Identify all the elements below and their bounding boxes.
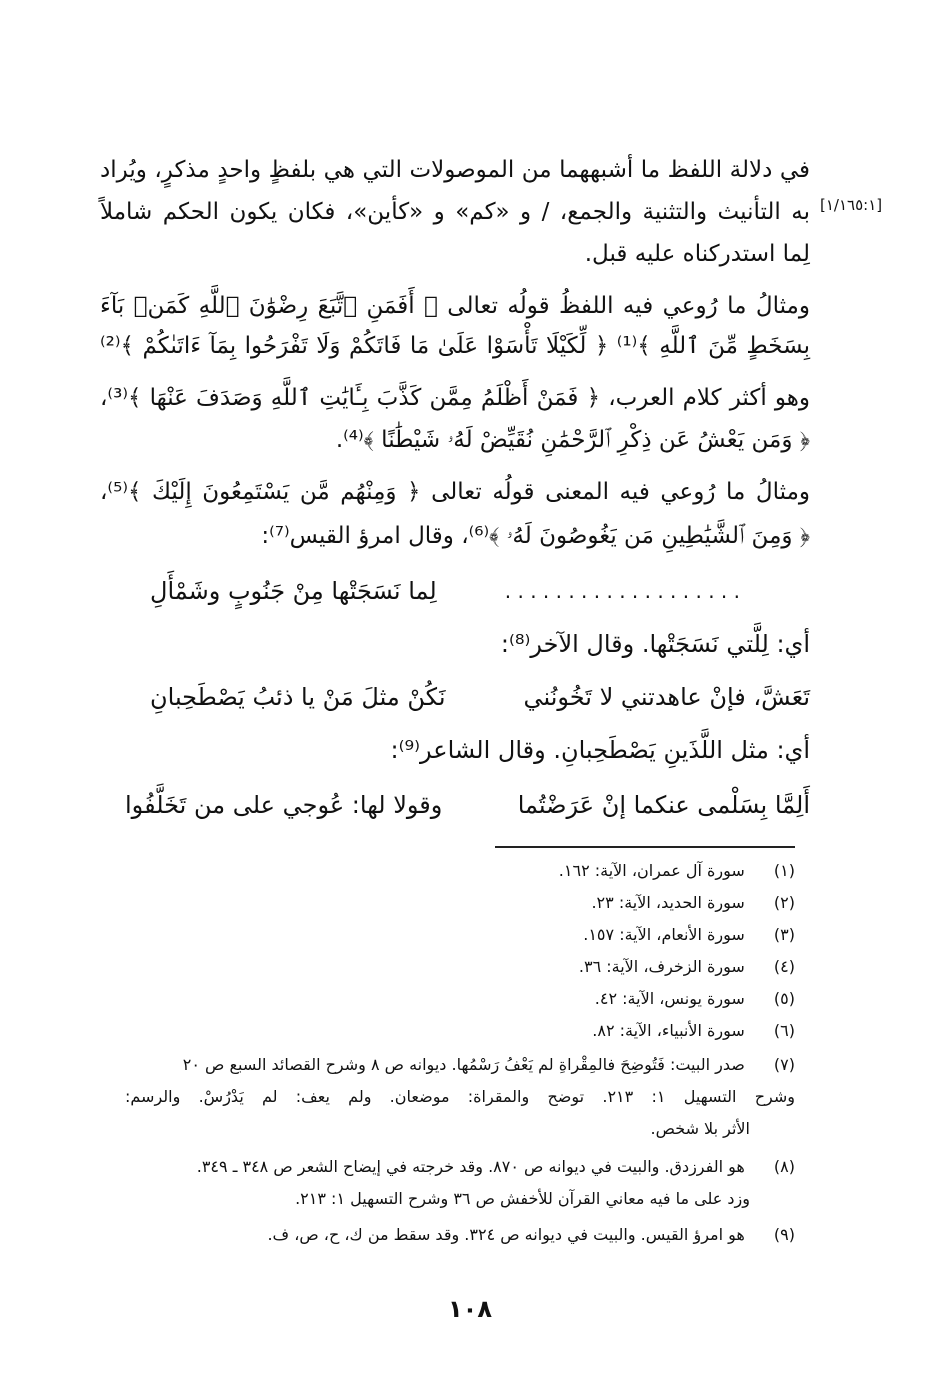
body-line: ﴿ وَمِنَ ٱلشَّيَٰطِينِ مَن يَغُوصُونَ لَهُۥ ﴾⁽⁶⁾، وقال امرؤ القيس⁽⁷⁾: [261,523,810,549]
body-line: لِما استدركناه عليه قبل. [584,241,810,267]
footnote-number: (٧) [773,1055,795,1074]
footnote-text: صدر البيت: فَتُوضِحَ فالمِقْراةِ لم يَعْفُ رَسْمُها. ديوانه ص ٨ وشرح القصائد السبع ص ٢٠ [182,1055,745,1074]
verse-hemistich-right: . . . . . . . . . . . . . . . . . . . [504,579,740,603]
footnote-number: (٤) [773,957,795,976]
footnote-continuation: وشرح التسهيل ١: ٢١٣. توضح والمقراة: موضعان. ولم يعف: لم يَدْرُسْ. والرسم: [125,1087,796,1106]
footnote-number: (٩) [773,1225,795,1244]
footnote [267,1220,795,1250]
footnote-separator [495,846,795,848]
footnote [197,1152,795,1182]
page-number: ١٠٨ [448,1295,492,1323]
body-line: ومثالُ ما رُوعي فيه المعنى قولُه تعالى ﴿ وَمِنْهُم مَّن يَسْتَمِعُونَ إِلَيْكَ ﴾⁽⁵⁾، [100,479,810,505]
footnote-number: (٢) [773,893,795,912]
footnote [583,920,795,950]
footnote-number: (٥) [773,989,795,1008]
body-line: أي: مثل اللَّذَينِ يَصْطَحِبانِ. وقال الشاعر⁽⁹⁾: [390,736,810,764]
footnote-text: سورة يونس، الآية: ٤٢. [594,989,745,1008]
footnote [579,952,795,982]
verse-hemistich-right: أَلِمَّا بِسَلْمى عنكما إنْ عَرَضْتُما [517,791,810,819]
body-line: به التأنيث والتثنية والجمع، / و «كم» و «كأين»، فكان يكون الحكم شاملاً [100,199,810,225]
footnote-text: سورة الحديد، الآية: ٢٣. [591,893,745,912]
footnote-text: هو الفرزدق. والبيت في ديوانه ص ٨٧٠. وقد خرجته في إيضاح الشعر ص ٣٤٨ ـ ٣٤٩. [196,1157,745,1176]
verse-hemistich-left: وقولا لها: عُوجي على من تَخَلَّفُوا [125,791,443,819]
footnote-text: سورة الأنعام، الآية: ١٥٧. [583,925,745,944]
footnote [592,1016,795,1046]
footnote-text: سورة آل عمران، الآية: ١٦٢. [558,861,745,880]
body-line: أي: لِلَّتي نَسَجَتْها. وقال الآخر⁽⁸⁾: [500,630,810,658]
verse-hemistich-left: لِما نَسَجَتْها مِنْ جَنُوبٍ وشَمْأَلِ [150,577,437,605]
footnote-number: (٦) [773,1021,795,1040]
footnote-text: هو امرؤ القيس. والبيت في ديوانه ص ٣٢٤. وقد سقط من ك، ح، ص، ف. [267,1225,745,1244]
footnote [591,888,795,918]
margin-page-reference: [١/١٦٥:١] [820,196,883,214]
footnote [183,1050,795,1080]
footnote-continuation: الأثر بلا شخص. [650,1119,750,1138]
verse-hemistich-right: تَعَشَّ، فإنْ عاهدتني لا تَخُونُني [523,683,810,711]
body-line: بِسَخَطٍ مِّنَ ٱللَّهِ ﴾⁽¹⁾ ﴿ لِّكَيْلَا تَأْسَوْا عَلَىٰ مَا فَاتَكُمْ وَلَا تَفْرَحُوا بِمَآ ءَاتَىٰكُمْ ﴾⁽²⁾ [100,333,810,359]
footnote [595,984,795,1014]
footnote-continuation: وزد على ما فيه معاني القرآن للأخفش ص ٣٦ وشرح التسهيل ١: ٢١٣. [295,1189,750,1208]
body-line: ﴿ وَمَن يَعْشُ عَن ذِكْرِ ٱلرَّحْمَٰنِ نُقَيِّضْ لَهُۥ شَيْطَٰنًا ﴾⁽⁴⁾. [335,427,810,453]
body-line: وهو أكثر كلام العرب، ﴿ فَمَنْ أَظْلَمُ مِمَّن كَذَّبَ بِـَٔايَٰتِ ٱللَّهِ وَصَدَفَ عَنْهَا ﴾⁽³⁾، [100,385,810,411]
footnote-number: (١) [773,861,795,880]
footnote-text: سورة الأنبياء، الآية: ٨٢. [592,1021,745,1040]
footnote-number: (٨) [773,1157,795,1176]
body-line: ومثالُ ما رُوعي فيه اللفظُ قولُه تعالى ﴿ أَفَمَنِ ٱتَّبَعَ رِضْوَٰنَ ٱللَّهِ كَمَنۢ بَآءَ [100,293,810,319]
verse-hemistich-left: نَكُنْ مثلَ مَنْ يا ذئبُ يَصْطَحِبانِ [150,683,446,711]
footnote-number: (٣) [773,925,795,944]
footnote-text: سورة الزخرف، الآية: ٣٦. [578,957,745,976]
body-line: في دلالة اللفظ ما أشبههما من الموصولات التي هي بلفظٍ واحدٍ مذكرٍ، ويُراد [100,157,810,183]
footnote [559,856,795,886]
